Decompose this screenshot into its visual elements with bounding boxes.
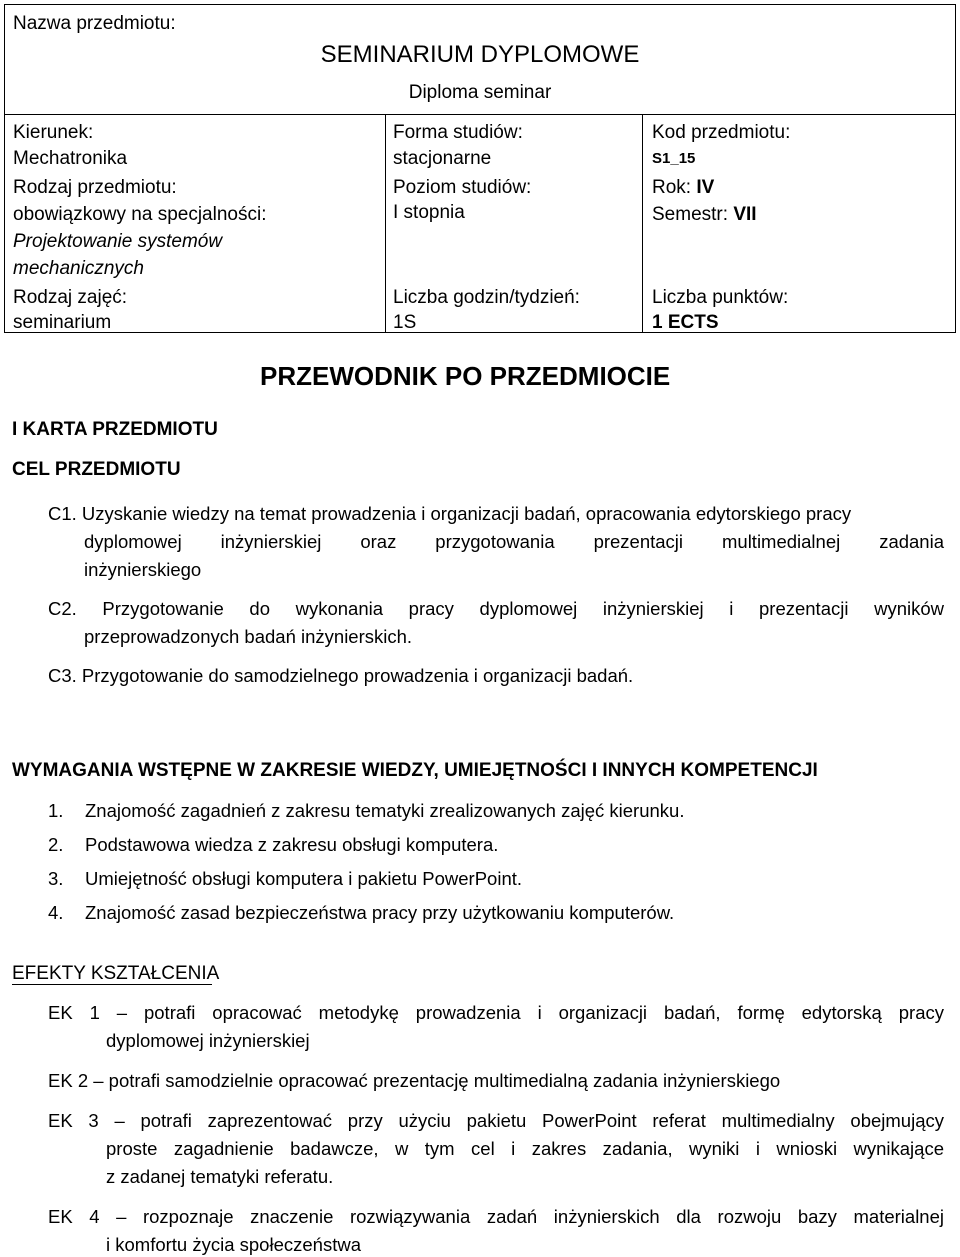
karta-heading: I KARTA PRZEDMIOTU [12, 419, 218, 440]
kod-przedmiotu-label: Kod przedmiotu: [652, 122, 791, 143]
kod-przedmiotu-value: S1_15 [652, 150, 696, 167]
effect-ek3-line-2: proste zagadnienie badawcze, w tym cel i zakres zadania, wyniki i wnioski wynikające [106, 1138, 944, 1159]
rodzaj-przedmiotu-label: Rodzaj przedmiotu: [13, 177, 177, 198]
effects-heading: EFEKTY KSZTAŁCENIA [12, 963, 220, 984]
rodzaj-zajec-label: Rodzaj zajęć: [13, 287, 128, 308]
liczba-godzin-value: 1S [393, 312, 417, 333]
requirement-number: 4. [48, 902, 64, 923]
liczba-punktow-value: 1 ECTS [652, 312, 719, 333]
subject-title-cell [5, 5, 955, 115]
cel-heading: CEL PRZEDMIOTU [12, 459, 181, 480]
effect-ek3-line-1: EK 3 – potrafi zaprezentować przy użyciu pakietu PowerPoint referat multimedialny obejmujący [48, 1110, 944, 1131]
requirement-text: Umiejętność obsługi komputera i pakietu PowerPoint. [85, 868, 523, 889]
guide-title: PRZEWODNIK PO PRZEDMIOCIE [260, 361, 671, 391]
subject-name-label: Nazwa przedmiotu: [13, 13, 176, 34]
requirement-item-2 [48, 833, 498, 857]
requirement-text: Znajomość zagadnień z zakresu tematyki zrealizowanych zajęć kierunku. [85, 800, 685, 821]
subject-subtitle: Diploma seminar [408, 82, 552, 103]
goal-c2-line-1: C2. Przygotowanie do wykonania pracy dyplomowej inżynierskiej i prezentacji wyników [48, 598, 944, 619]
requirement-number: 2. [48, 834, 64, 855]
poziom-studiow-label: Poziom studiów: [393, 177, 532, 198]
effect-ek1-line-1: EK 1 – potrafi opracować metodykę prowadzenia i organizacji badań, formę edytorską pracy [48, 1002, 944, 1023]
requirement-item-1 [48, 799, 684, 823]
effect-ek1-line-2: dyplomowej inżynierskiej [106, 1030, 310, 1051]
requirement-item-4 [48, 901, 674, 925]
subject-header-table [4, 4, 956, 333]
subject-title: SEMINARIUM DYPLOMOWE [320, 41, 640, 68]
specjalnosc-line-2: mechanicznych [13, 258, 144, 279]
liczba-godzin-label: Liczba godzin/tydzień: [393, 287, 580, 308]
liczba-punktow-label: Liczba punktów: [652, 287, 789, 308]
poziom-studiow-value: I stopnia [393, 202, 465, 223]
goal-c1-line-1: C1. Uzyskanie wiedzy na temat prowadzenia i organizacji badań, opracowania edytorskiego pracy [48, 503, 852, 524]
kierunek-label: Kierunek: [13, 122, 94, 143]
goal-c1-line-2: dyplomowej inżynierskiej oraz przygotowania prezentacji multimedialnej zadania [84, 531, 944, 552]
rodzaj-przedmiotu-value: obowiązkowy na specjalności: [13, 204, 267, 225]
goal-c2-line-2: przeprowadzonych badań inżynierskich. [84, 626, 413, 647]
rok-value: IV [696, 177, 715, 198]
rok-label: Rok: [652, 177, 697, 198]
requirement-text: Podstawowa wiedza z zakresu obsługi komputera. [85, 834, 499, 855]
specjalnosc-line-1: Projektowanie systemów [13, 231, 223, 252]
forma-studiow-value: stacjonarne [393, 148, 492, 169]
requirement-item-3 [48, 867, 522, 891]
goal-c1-line-3: inżynierskiego [84, 559, 202, 580]
requirement-number: 1. [48, 800, 64, 821]
effect-ek4-line-2: i komfortu życia społeczeństwa [106, 1234, 361, 1255]
semestr-value: VII [733, 204, 757, 225]
effect-ek4-line-1: EK 4 – rozpoznaje znaczenie rozwiązywania zadań inżynierskich dla rozwoju bazy materialnej [48, 1206, 944, 1227]
effect-ek2-line-1: EK 2 – potrafi samodzielnie opracować prezentację multimedialną zadania inżynierskiego [48, 1070, 781, 1091]
kierunek-value: Mechatronika [13, 148, 128, 169]
semestr-label: Semestr: [652, 204, 734, 225]
column-divider [385, 115, 386, 332]
rok-field [652, 176, 714, 200]
effects-heading-underline [12, 984, 212, 985]
column-divider [642, 115, 643, 332]
rodzaj-zajec-value: seminarium [13, 312, 112, 333]
effect-ek3-line-3: z zadanej tematyki referatu. [106, 1166, 334, 1187]
semestr-field [652, 203, 757, 227]
goal-c3-line-1: C3. Przygotowanie do samodzielnego prowadzenia i organizacji badań. [48, 665, 634, 686]
forma-studiow-label: Forma studiów: [393, 122, 523, 143]
requirement-number: 3. [48, 868, 64, 889]
requirements-heading: WYMAGANIA WSTĘPNE W ZAKRESIE WIEDZY, UMIEJĘTNOŚCI I INNYCH KOMPETENCJI [12, 760, 818, 781]
requirement-text: Znajomość zasad bezpieczeństwa pracy przy użytkowaniu komputerów. [85, 902, 675, 923]
